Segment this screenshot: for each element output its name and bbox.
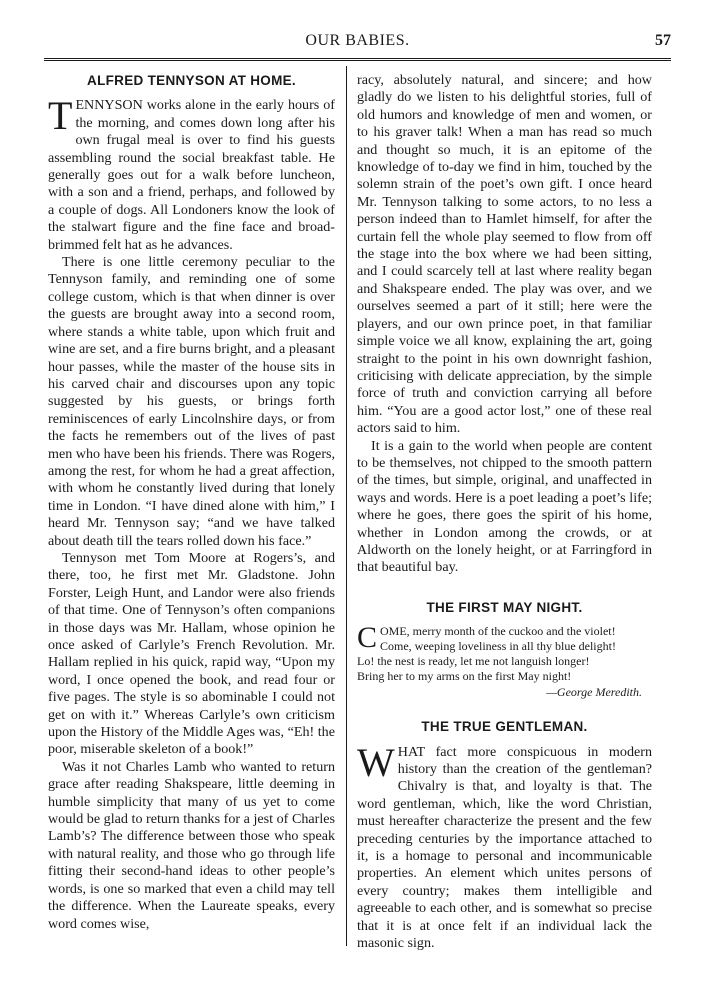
- drop-cap: T: [48, 93, 73, 139]
- paragraph-3: Tennyson met Tom Moore at Rogers’s, and there, too, he first met Mr. Gladstone. John Forster, Leigh Hunt, and Landor were also friends of that time. One of Tennyson’s often companions in those days was Mr. Hallam, whose opinion he once asked of Carlyle’s French Revolution. Mr. Hallam replied in his quick, rapid way, “Upon my word, I once opened the book, and read four or five pages. The style is so abominable I could not get on with it.” Whereas Carlyle’s own criticism upon the History of the Middle Ages was, “Eh! the poor, miserable skeleton of a book!”: [48, 549, 335, 758]
- paragraph-1-text: ENNYSON works alone in the early hours of the morning, and comes down long after his own frugal meal is over to find his guests assembling round the social breakfast table. He generally goes out for a walk before luncheon, with a son and a friend, perhaps, and followed by a couple of dogs. All Londoners know the look of the stalwart figure and the fine face and broad-brimmed felt hat as he advances.: [48, 97, 335, 253]
- page-number: 57: [655, 32, 671, 49]
- header-rule: [44, 58, 671, 61]
- paragraph-4: Was it not Charles Lamb who wanted to return grace after reading Shakspeare, little deeming in humble simplicity that many of us yet to come would be glad to return thanks for a jest of Charles Lamb’s? The difference between those who speak with natural reality, and those who go through life fitting their second-hand ideas to other people’s words, is one so marked that even a child may tell the difference. When the Laureate speaks, every word comes wise,: [48, 758, 335, 932]
- paragraph-5: racy, absolutely natural, and sincere; and how gladly do we listen to his delightful stories, full of old humors and knowledge of men and women, or to his graver talk! When a man has read so much and thought so much, it is an epitome of the knowledge of to-day we find in him, touched by the solemn strain of the poet’s own gift. I once heard Mr. Tennyson talking to some actors, to no less a person indeed than to Hamlet himself, for after the curtain fell the whole play seemed to flow from off the stage into the box where we had been sitting, and I could scarcely tell at last where reality began and Shakspeare ended. The play was over, and we ourselves seemed a part of it still; here were the players, and our own prince poet, in that familiar simple voice we all know, explaining the art, going straight to the point in his own downright fashion, criticising with delicate appreciation, by the simple force of truth and conviction carrying all before him. “You are a good actor lost,” one of these real actors said to him.: [357, 72, 652, 437]
- drop-cap: C: [357, 621, 378, 655]
- article-title-tennyson: ALFRED TENNYSON AT HOME.: [87, 73, 296, 88]
- left-column: [48, 72, 335, 933]
- spacer: [357, 577, 652, 599]
- running-title: OUR BABIES.: [305, 32, 410, 49]
- article-title-gentleman: THE TRUE GENTLEMAN.: [421, 719, 588, 735]
- poem: [357, 621, 652, 700]
- gentleman-paragraph: [357, 739, 652, 953]
- poem-author: —George Meredith.: [546, 685, 642, 700]
- paragraph-2: There is one little ceremony peculiar to the Tennyson family, and reminding one of some college custom, which is that when dinner is over the guests are brought away into a second room, where stands a white table, upon which fruit and wine are set, and a fire burns bright, and a pleasant hour passes, while the master of the house sits in his carved chair and discourses upon any topic suggested by his guests, or brings forth reminiscences of early Lincolnshire days, or from the facts he remembers out of the lives of past men who have been his friends. There was Rogers, among the rest, for whom he had a great affection, with whom he constantly lived during that lonely time in London. “I have dined alone with him,” I heard Mr. Tennyson say; “and we have talked about death till the tears rolled down his face.”: [48, 254, 336, 549]
- running-head: [44, 30, 671, 56]
- paragraph-1: [48, 93, 335, 254]
- gentleman-text: HAT fact more conspicuous in modern history than the creation of the gentleman? Chivalry is that, and loyalty is that. The word gentleman, which, like the word Christian, must hereafter characterize the present and the few preceding centuries by the importance attached to it, is a homage to personal and incommunicable properties. An element which unites persons of every country; makes them intelligible and agreeable to each other, and is somewhat so precise that it is at once felt if an individual lack the masonic sign.: [357, 743, 652, 952]
- spacer: [357, 700, 652, 718]
- poem-line: Lo! the nest is ready, let me not languish longer!: [357, 654, 590, 669]
- poem-line: OME, merry month of the cuckoo and the violet!: [380, 624, 616, 639]
- poem-line: Come, weeping loveliness in all thy blue delight!: [380, 639, 616, 654]
- poem-line: Bring her to my arms on the first May night!: [357, 669, 572, 684]
- drop-cap: W: [357, 739, 395, 785]
- column-divider: [346, 66, 347, 946]
- poem-title: THE FIRST MAY NIGHT.: [426, 599, 583, 615]
- paragraph-6: It is a gain to the world when people are content to be themselves, not chipped to the smooth pattern of the times, but simple, original, and unaffected in ways and words. Here is a poet leading a poet’s life; where he goes, there goes the spirit of his home, whether in London among the crowds, or at Aldworth on the lonely height, or at Farringford in that beautiful bay.: [357, 437, 652, 576]
- right-column: [357, 72, 652, 952]
